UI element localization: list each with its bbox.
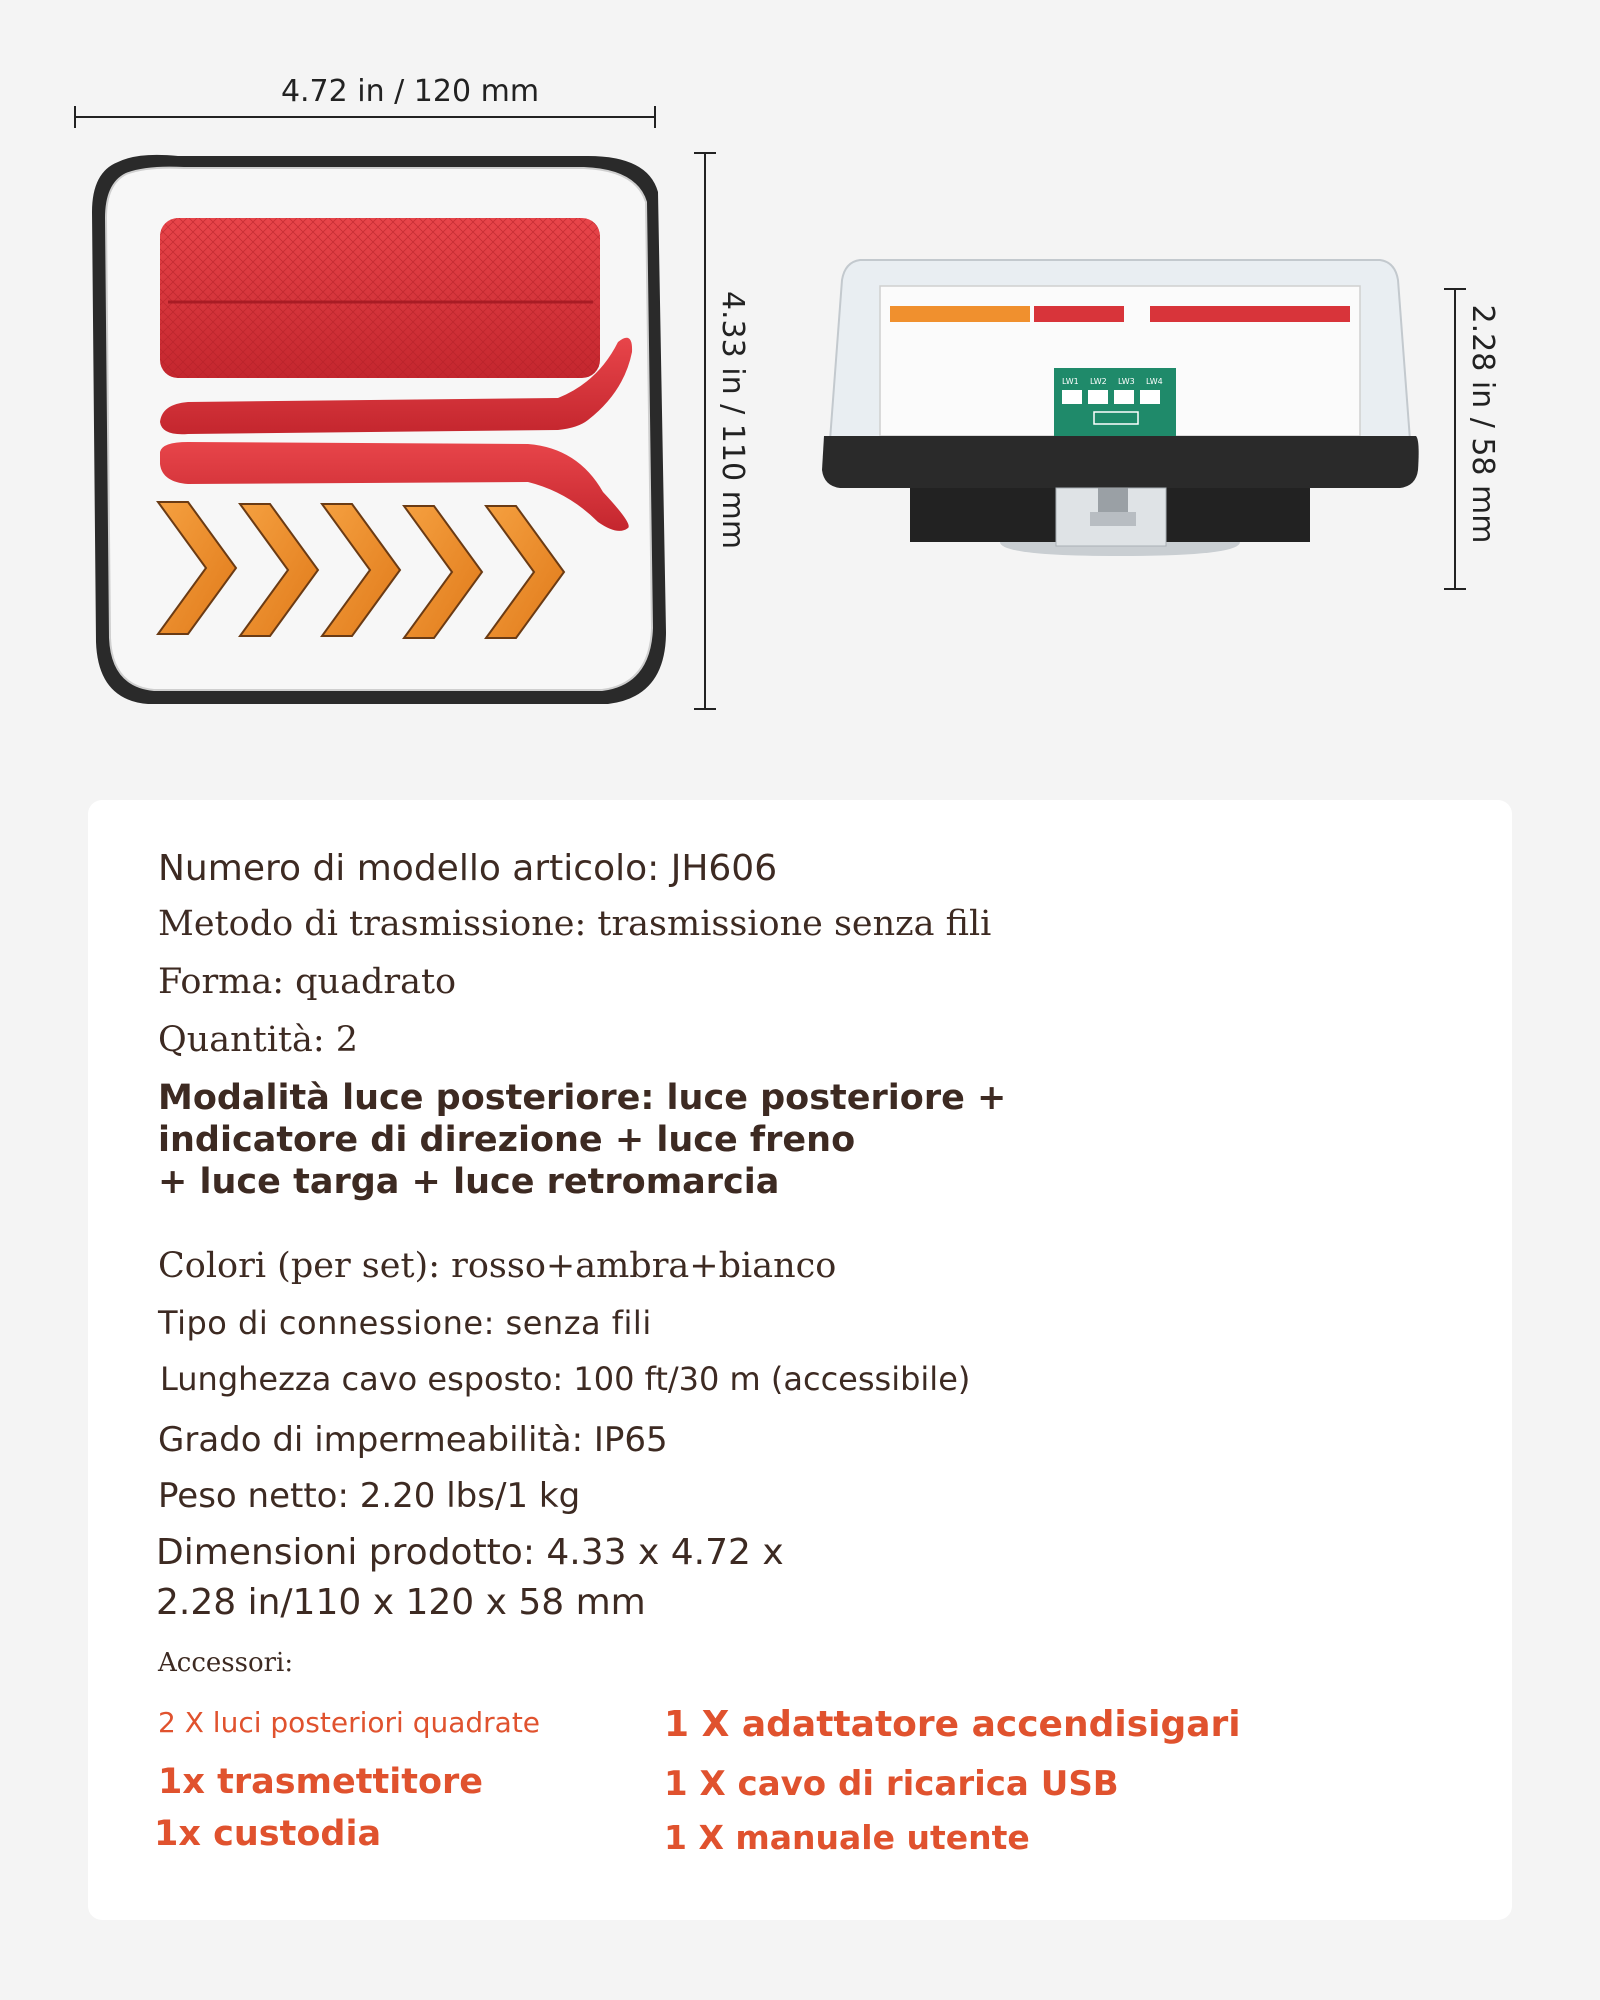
height-dimension-label: 4.33 in / 110 mm [715, 290, 750, 550]
accessory-item: 1x trasmettitore [158, 1762, 483, 1802]
depth-dimension-label: 2.28 in / 58 mm [1465, 304, 1500, 544]
depth-dimension-line [1454, 288, 1456, 590]
height-dimension-line [704, 152, 706, 710]
width-dimension-tick-right [654, 106, 656, 128]
accessory-item: 1 X adattatore accendisigari [664, 1704, 1241, 1745]
spec-dimensions-line-2: 2.28 in/110 x 120 x 58 mm [156, 1582, 646, 1623]
height-dimension-tick-top [694, 152, 716, 154]
accessory-item: 1 X cavo di ricarica USB [664, 1764, 1119, 1804]
accessories-label: Accessori: [158, 1648, 294, 1678]
spec-transmission: Metodo di trasmissione: trasmissione senza fili [158, 904, 992, 944]
spec-waterproof: Grado di impermeabilità: IP65 [158, 1420, 668, 1460]
spec-dimensions-line-1: Dimensioni prodotto: 4.33 x 4.72 x [156, 1532, 784, 1573]
width-dimension-label: 4.72 in / 120 mm [280, 74, 540, 109]
pcb-label-2: LW2 [1090, 377, 1107, 386]
pcb-label-3: LW3 [1118, 377, 1135, 386]
accessory-item: 2 X luci posteriori quadrate [158, 1706, 541, 1739]
height-dimension-tick-bottom [694, 708, 716, 710]
spec-light-mode-line-2: indicatore di direzione + luce freno [158, 1120, 856, 1160]
tail-light-side-image [820, 250, 1420, 560]
spec-cable-length: Lunghezza cavo esposto: 100 ft/30 m (accessibile) [160, 1360, 971, 1398]
depth-dimension-tick-top [1444, 288, 1466, 290]
spec-light-mode-line-1: Modalità luce posteriore: luce posteriore + [158, 1078, 1007, 1118]
depth-dimension-tick-bottom [1444, 588, 1466, 590]
spec-quantity: Quantità: 2 [158, 1020, 359, 1060]
pcb-label-1: LW1 [1062, 377, 1079, 386]
accessory-item: 1x custodia [154, 1814, 382, 1854]
width-dimension-line [74, 116, 656, 118]
spec-light-mode-line-3: + luce targa + luce retromarcia [158, 1162, 780, 1202]
spec-colors: Colori (per set): rosso+ambra+bianco [158, 1246, 837, 1286]
accessory-item: 1 X manuale utente [664, 1818, 1030, 1857]
width-dimension-tick-left [74, 106, 76, 128]
spec-weight: Peso netto: 2.20 lbs/1 kg [158, 1476, 581, 1516]
pcb-label-4: LW4 [1146, 377, 1163, 386]
spec-connection: Tipo di connessione: senza fili [158, 1304, 652, 1342]
tail-light-front-image [88, 152, 676, 712]
spec-model: Numero di modello articolo: JH606 [158, 848, 778, 889]
spec-shape: Forma: quadrato [158, 962, 457, 1002]
